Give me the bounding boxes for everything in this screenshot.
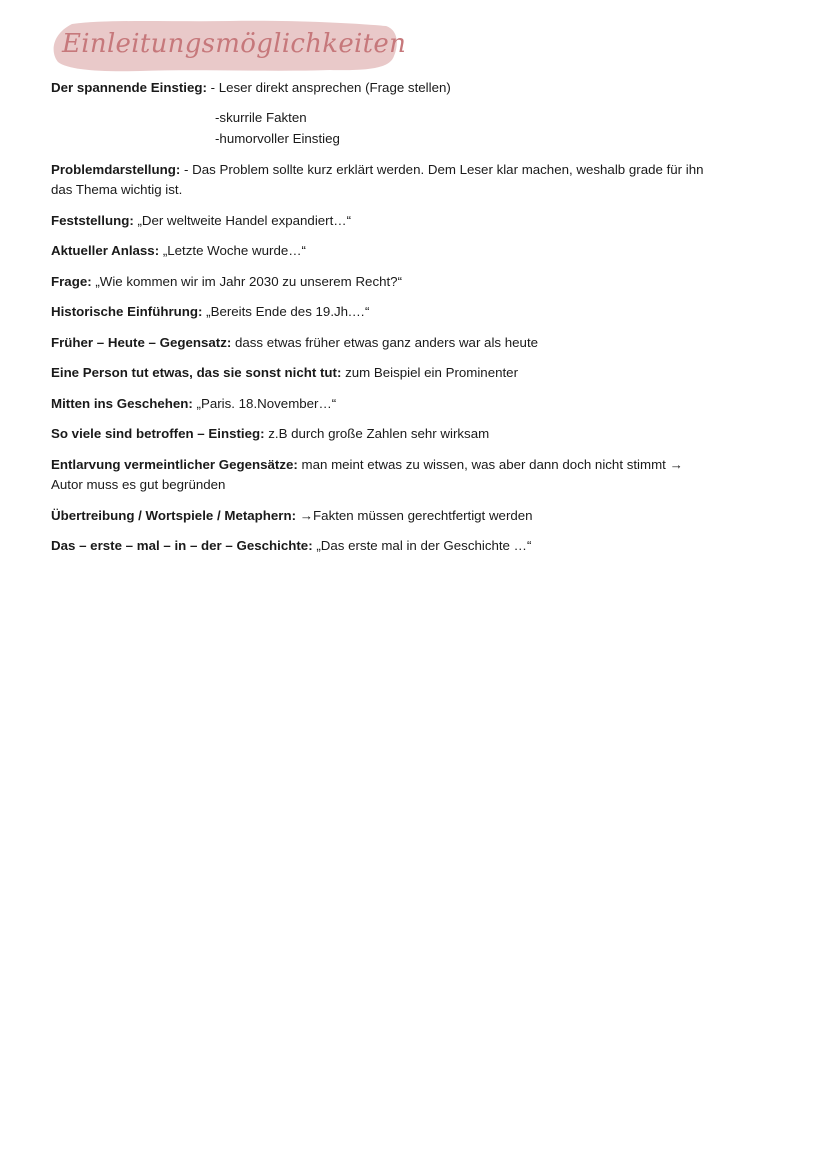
entry-label: Mitten ins Geschehen: [51, 396, 193, 411]
entry-entlarvung-cont [51, 475, 751, 495]
entry-label: Aktueller Anlass: [51, 243, 160, 258]
entry-label: Das – erste – mal – in – der – Geschichte: [51, 538, 313, 553]
entry-uebertreibung [51, 506, 751, 526]
entry-label: Entlarvung vermeintlicher Gegensätze: [51, 457, 298, 472]
entry-label: Historische Einführung: [51, 304, 203, 319]
entry-entlarvung [51, 455, 751, 475]
entry-label: Der spannende Einstieg: [51, 80, 207, 95]
entry-text: „Das erste mal in der Geschichte …“ [312, 538, 532, 553]
entry-text: „Letzte Woche wurde…“ [159, 243, 306, 258]
entry-label: Feststellung: [51, 213, 134, 228]
entry-text: - Leser direkt ansprechen (Frage stellen) [206, 80, 451, 95]
arrow-right-icon: → [299, 508, 314, 523]
entry-text-after-arrow: Fakten müssen gerechtfertigt werden [313, 508, 533, 523]
entry-text: das Thema wichtig ist. [51, 182, 183, 197]
entry-label: Eine Person tut etwas, das sie sonst nicht tut: [51, 365, 342, 380]
entry-aktueller-anlass [51, 241, 751, 261]
title-banner [50, 18, 407, 74]
entry-label: Übertreibung / Wortspiele / Metaphern: [51, 508, 297, 523]
entry-text: „Paris. 18.November…“ [192, 396, 337, 411]
entry-text: dass etwas früher etwas ganz anders war als heute [231, 335, 539, 350]
entry-text: - Das Problem sollte kurz erklärt werden. Dem Leser klar machen, weshalb grade für ihn [180, 162, 704, 177]
entry-sub-humorvoll [215, 129, 340, 149]
entry-sub-skurrile-fakten [215, 108, 307, 128]
entry-text: Autor muss es gut begründen [51, 477, 226, 492]
entry-text: -humorvoller Einstieg [215, 131, 340, 146]
entry-feststellung [51, 211, 751, 231]
entry-frage [51, 272, 751, 292]
entry-text: z.B durch große Zahlen sehr wirksam [264, 426, 490, 441]
entry-frueher-heute [51, 333, 751, 353]
arrow-right-icon: → [669, 457, 683, 472]
entry-text: man meint etwas zu wissen, was aber dann doch nicht stimmt [297, 457, 670, 472]
entry-label: Frage: [51, 274, 92, 289]
entry-spannender-einstieg [51, 78, 751, 98]
entry-text: „Der weltweite Handel expandiert…“ [133, 213, 352, 228]
entry-text: „Wie kommen wir im Jahr 2030 zu unserem Recht?“ [91, 274, 403, 289]
entry-historische-einfuehrung [51, 302, 751, 322]
entry-eine-person [51, 363, 751, 383]
entry-text: -skurrile Fakten [215, 110, 307, 125]
entry-problemdarstellung-cont [51, 180, 751, 200]
entry-text: „Bereits Ende des 19.Jh.…“ [202, 304, 370, 319]
entry-label: Früher – Heute – Gegensatz: [51, 335, 232, 350]
entry-text: zum Beispiel ein Prominenter [341, 365, 519, 380]
entry-das-erste-mal [51, 536, 751, 556]
entry-so-viele-betroffen [51, 424, 751, 444]
entry-mitten-ins-geschehen [51, 394, 751, 414]
entry-problemdarstellung [51, 160, 751, 180]
entry-label: Problemdarstellung: [51, 162, 181, 177]
page-title: Einleitungsmöglichkeiten [62, 29, 407, 59]
entry-label: So viele sind betroffen – Einstieg: [51, 426, 265, 441]
